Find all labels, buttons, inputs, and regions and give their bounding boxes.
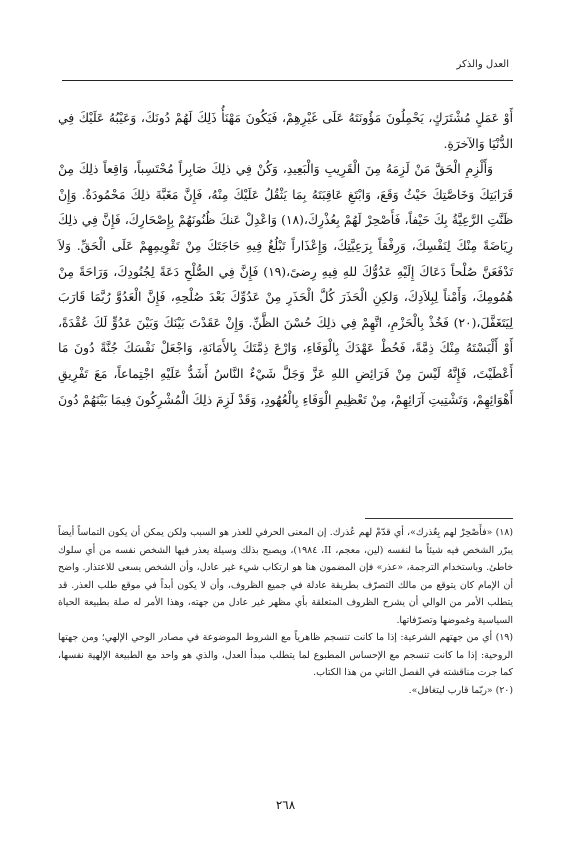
footnote-18: (١٨) «فأَصْحِرْ لهم بِعُذرك»، أي قدّمْ لهم عُذرك. إن المعنى الحرفي للعذر هو السبب ولكن يمكن أن يكون التماساً أيضاً يبرّر الشخص فيه شيئاً ما لنفسه (لين، معجم، II، ١٩٨٤)، ويصبح بذلك وسيلة يعذر فيها الشخص نفسه من أي سلوك خاطئ. وباستخدام الترجمة، «عذر» فإن المضمون هنا هو ارتكاب شيء غير عادل، وأن الشخص يسعى للاعتذار. واضح أن الإمام كان يتوقع من مالك التصرّف بطريقة عادلة في جميع الظروف، وأن لا يكون أبداً في موقع طلب العذر. قد يتطلب الأمر من الوالي أن يشرح الظروف المتعلقة بأي مظهر غير عادل من جهته، وهذا الأمر له صلة بطبيعة الحياة السياسية وغموضها وتصرّفاتها. xyxy=(58,527,514,626)
footnote-19: (١٩) أي من جهتهم الشرعية: إذا ما كانت تنسجم ظاهرياً مع الشروط الموضوعة في مصادر الوحي الإلهي؛ ومن جهتها الروحية: إذا ما كانت تنسجم مع الإحساس المطبوع لما يتطلب مبدأ العدل، والذي هو واحد مع الطبيعة الإلهية نفسها، كما جرت مناقشته في الفصل الثاني من هذا الكتاب. xyxy=(58,632,513,678)
header-rule xyxy=(62,80,513,81)
footnote-20: (٢٠) «ربّما قارب ليتغافل». xyxy=(408,684,513,696)
running-head: العدل والذكر xyxy=(456,59,509,70)
body-paragraph: وَأَلْزِمِ الْحَقَّ مَنْ لَزِمَهُ مِنَ الْقَرِيبِ وَالْبَعِيدِ، وَكُنْ فِي ذلِكَ صَابِراً مُحْتَسِباً، وَاقِعاً ذلِكَ مِنْ قَرَابَتِكَ وَخَاصَّتِكَ حَيْثُ وَقَعَ، وَابْتَغِ عَاقِبَتَهُ بِمَا يَثْقُلُ عَلَيْكَ مِنْهُ، فَإِنَّ مَغَبَّةَ ذلِكَ مَحْمُودَةٌ. وَإِنْ ظَنَّتِ الرَّعِيَّةُ بِكَ حَيْفاً، فَأَصْحِرْ لَهُمْ بِعُذْرِكَ،(١٨) وَاعْدِلْ عَنكَ ظُنُونَهُمْ بِإِصْحَارِكَ، فَإِنَّ فِي ذلِكَ رِيَاضَةً مِنْكَ لِنَفْسِكَ، وَرِفْقاً بِرَعِيَّتِكَ، وَإِعْذَاراً تَبْلُغُ فِيهِ حَاجَتَكَ مِنْ تَقْوِيمِهِمْ عَلَى الْحَقِّ. وَلاَ تَدْفَعَنَّ صُلْحاً دَعَاكَ إِلَيْهِ عَدُوُّكَ للهِ فِيهِ رِضىً،(١٩) فَإِنَّ فِي الصُّلْحِ دَعَةً لِجُنُودِكَ، وَرَاحَةً مِنْ هُمُومِكَ، وَأَمْناً لِبِلاَدِكَ، وَلكِنِ الْحَذَرَ كُلَّ الْحَذَرِ مِنْ عَدُوِّكَ بَعْدَ صُلْحِهِ، فَإِنَّ الْعَدُوَّ رُبَّمَا قَارَبَ لِيَتَغَفَّلَ،(٢٠) فَخُذْ بِالْحَزْمِ، اتَّهِمْ فِي ذلِكَ حُسْنَ الظَّنِّ. وَإِنْ عَقَدْتَ بَيْنَكَ وَبَيْنَ عَدُوٍّ لَكَ عُقْدَةً، أَوْ أَلْبَسْتَهُ مِنْكَ ذِمَّةً، فَحُطْ عَهْدَكَ بِالْوَفَاءِ، وَارْعَ ذِمَّتَكَ بِالأَمَانَةِ، وَاجْعَلْ نَفْسَكَ جُنَّةً دُونَ مَا أَعْطَيْتَ، فَإِنَّهُ لَيْسَ مِنْ فَرَائِضِ اللهِ عَزَّ وَجَلَّ شَيْءٌ النَّاسُ أَشَدُّ عَلَيْهِ اجْتِماعاً، مَعَ تَفْرِيقِ أَهْوَائِهِمْ، وَتَشْتِيتِ آرَائِهِمْ، مِنْ تَعْظِيمِ الْوَفَاءِ بِالْعُهُودِ، وَقَدْ لَزِمَ ذلِكَ الْمُشْرِكُونَ فِيمَا بَيْنَهُمْ دُونَ xyxy=(58,162,514,407)
main-text xyxy=(58,106,513,413)
body-paragraph: أَوْ عَمَلٍ مُشْتَرَكٍ، يَحْمِلُونَ مَؤُونَتَهُ عَلَى غَيْرِهِمْ، فَيَكُونَ مَهْنَأُ ذَلِكَ لَهُمْ دُونَكَ، وَعَيْبُهُ عَلَيْكَ فِي الدُّنْيَا وَالآخرَةِ. xyxy=(58,111,513,151)
footnotes xyxy=(58,524,513,699)
footnote-rule xyxy=(365,518,513,519)
page-number: ٢٦٨ xyxy=(275,798,296,812)
